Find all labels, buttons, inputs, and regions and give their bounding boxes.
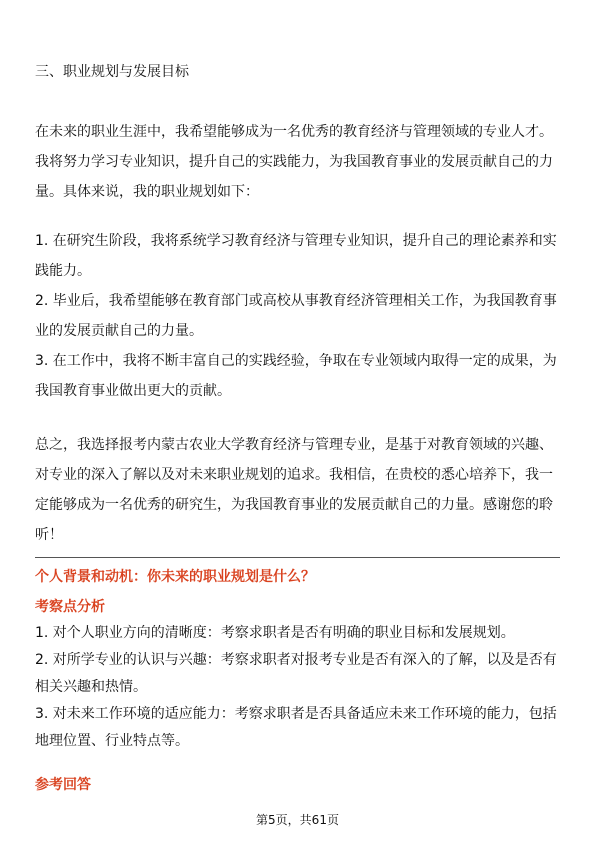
list-item: 2. 毕业后，我希望能够在教育部门或高校从事教育经济管理相关工作，为我国教育事业的发展贡献自己的力量。 [35, 293, 557, 339]
list-item: 1. 在研究生阶段，我将系统学习教育经济与管理专业知识，提升自己的理论素养和实践能力。 [35, 233, 557, 279]
analysis-heading: 考察点分析 [35, 599, 105, 615]
conclusion-paragraph: 总之，我选择报考内蒙古农业大学教育经济与管理专业，是基于对教育领域的兴趣、对专业的深入了解以及对未来职业规划的追求。我相信，在贵校的悉心培养下，我一定能够成为一名优秀的研究生，为我国教育事业的发展贡献自己的力量。感谢您的聆听！ [35, 437, 553, 543]
reference-answer-heading: 参考回答 [35, 777, 91, 793]
analysis-list [35, 620, 563, 755]
career-plan-list [35, 226, 563, 406]
divider [35, 557, 560, 558]
list-item: 3. 在工作中，我将不断丰富自己的实践经验，争取在专业领域内取得一定的成果，为我国教育事业做出更大的贡献。 [35, 353, 557, 399]
section-title: 三、职业规划与发展目标 [35, 64, 189, 80]
page-number: 第5页，共61页 [256, 813, 339, 827]
list-item: 1. 对个人职业方向的清晰度：考察求职者是否有明确的职业目标和发展规划。 [35, 625, 515, 641]
list-item: 3. 对未来工作环境的适应能力：考察求职者是否具备适应未来工作环境的能力，包括地理位置、行业特点等。 [35, 706, 557, 749]
interview-question: 个人背景和动机：你未来的职业规划是什么？ [35, 569, 315, 585]
intro-paragraph: 在未来的职业生涯中，我希望能够成为一名优秀的教育经济与管理领域的专业人才。我将努力学习专业知识，提升自己的实践能力，为我国教育事业的发展贡献自己的力量。具体来说，我的职业规划如下： [35, 124, 553, 200]
list-item: 2. 对所学专业的认识与兴趣：考察求职者对报考专业是否有深入的了解，以及是否有相关兴趣和热情。 [35, 652, 557, 695]
